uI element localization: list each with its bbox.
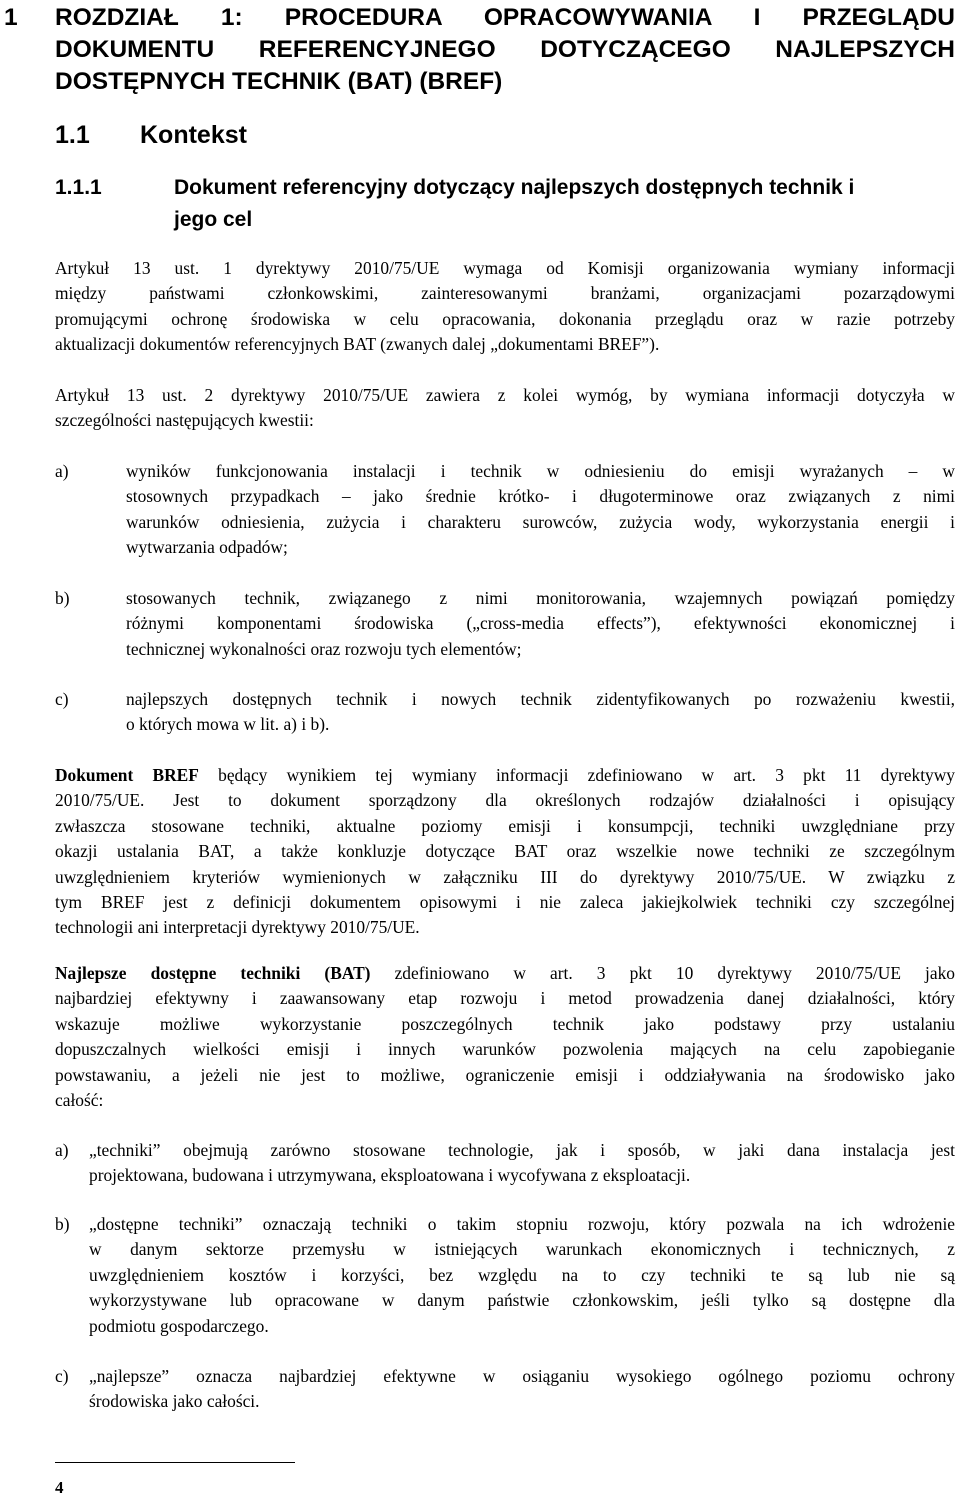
list-marker: a)	[55, 1140, 69, 1160]
text-line: wskazuje możliwe wykorzystanie poszczególnych technik jako podstawy przy ustalaniu	[55, 1013, 955, 1034]
text-line: tym BREF jest z definicji dokumentem opisowymi i nie zaleca jakiejkolwiek techniki czy szczególnej	[55, 891, 955, 912]
list-marker: c)	[55, 689, 69, 709]
subsection-title-line: Dokument referencyjny dotyczący najlepszych dostępnych technik i	[174, 176, 855, 199]
section-title: Kontekst	[140, 121, 247, 149]
text-line: wykorzystywane lub opracowane w danym państwie członkowskim, jeśli tylko są dostępne dla	[89, 1290, 955, 1311]
list-item-text	[126, 586, 955, 662]
footer-divider	[55, 1462, 295, 1463]
list-item-text	[126, 687, 955, 738]
chapter-title-line: ROZDZIAŁ 1: PROCEDURA OPRACOWYWANIA I PRZEGLĄDU	[55, 4, 955, 31]
text-line: środowiska jako całości.	[89, 1391, 260, 1412]
chapter-title-line: DOKUMENTU REFERENCYJNEGO DOTYCZĄCEGO NAJLEPSZYCH	[55, 36, 955, 63]
subsection-title-line: jego cel	[174, 208, 253, 231]
text-line: aktualizacji dokumentów referencyjnych BAT (zwanych dalej „dokumentami BREF”).	[55, 334, 660, 355]
page-number: 4	[55, 1478, 64, 1497]
bold-term: Najlepsze dostępne techniki (BAT)	[55, 963, 371, 983]
chapter-number: 1	[4, 4, 18, 31]
text-line: warunków odniesienia, zużycia i charakteru surowców, zużycia wody, wykorzystania energii i	[126, 511, 955, 532]
text-line: o których mowa w lit. a) i b).	[126, 714, 330, 735]
paragraph-bref-definition	[55, 763, 955, 941]
chapter-title-line: DOSTĘPNYCH TECHNIK (BAT) (BREF)	[55, 68, 503, 95]
text-run: zdefiniowano w art. 3 pkt 10 dyrektywy 2010/75/UE jako	[370, 963, 955, 983]
text-line: „dostępne techniki” oznaczają techniki o takim stopniu rozwoju, który pozwala na ich wdrożenie	[89, 1214, 955, 1234]
text-line: całość:	[55, 1089, 104, 1110]
list-item-text	[89, 1138, 955, 1189]
text-line: różnymi komponentami środowiska („cross-media effects”), efektywności ekonomicznej i	[126, 613, 955, 634]
text-line: powstawaniu, a jeżeli nie jest to możliwe, ograniczenie emisji i oddziaływania na środowisko jako	[55, 1064, 955, 1085]
text-line: Artykuł 13 ust. 1 dyrektywy 2010/75/UE wymaga od Komisji organizowania wymiany informacji	[55, 258, 955, 278]
text-line	[55, 961, 955, 986]
text-line: stosowanych technik, związanego z nimi monitorowania, wzajemnych powiązań pomiędzy	[126, 588, 955, 608]
text-line: okazji ustalania BAT, a także konkluzje dotyczące BAT oraz wszelkie nowe techniki ze szczególnym	[55, 841, 955, 862]
list-item-text	[126, 459, 955, 561]
text-line: Artykuł 13 ust. 2 dyrektywy 2010/75/UE zawiera z kolei wymóg, by wymiana informacji dotyczyła w	[55, 385, 955, 405]
text-line: wytwarzania odpadów;	[126, 537, 288, 558]
list-marker: a)	[55, 461, 69, 481]
text-line: technologii ani interpretacji dyrektywy 2010/75/UE.	[55, 917, 420, 938]
text-line: szczególności następujących kwestii:	[55, 410, 314, 431]
text-line: najbardziej efektywny i zaawansowany etap rozwoju i metod prowadzenia danej działalności, który	[55, 988, 955, 1009]
paragraph-article-13-2	[55, 383, 955, 434]
text-run: będący wynikiem tej wymiany informacji zdefiniowano w art. 3 pkt 11 dyrektywy	[198, 765, 955, 785]
text-line: technicznej wykonalności oraz rozwoju tych elementów;	[126, 638, 522, 659]
list-marker: b)	[55, 1214, 70, 1234]
text-line	[55, 763, 955, 788]
text-line: dopuszczalnych wielkości emisji i innych warunków pozwolenia mających na celu zapobieganie	[55, 1039, 955, 1060]
bold-term: Dokument BREF	[55, 765, 199, 785]
paragraph-bat-definition	[55, 961, 955, 1113]
text-line: projektowana, budowana i utrzymywana, eksploatowana i wycofywana z eksploatacji.	[89, 1165, 691, 1186]
chapter-title	[55, 2, 955, 98]
list-marker: c)	[55, 1366, 69, 1386]
text-line: zwłaszcza stosowane techniki, aktualne poziomy emisji i konsumpcji, techniki uwzględniane przy	[55, 815, 955, 836]
text-line: podmiotu gospodarczego.	[89, 1315, 269, 1336]
section-heading	[55, 118, 247, 152]
subsection-number: 1.1.1	[55, 176, 102, 199]
text-line: najlepszych dostępnych technik i nowych technik zidentyfikowanych po rozważeniu kwestii,	[126, 689, 955, 709]
subsection-title	[174, 172, 954, 236]
list-item-text	[89, 1212, 955, 1339]
text-line: w danym sektorze przemysłu w istniejących warunkach ekonomicznych i technicznych, z	[89, 1239, 955, 1260]
section-number: 1.1	[55, 121, 90, 149]
text-line: „najlepsze” oznacza najbardziej efektywne w osiąganiu wysokiego ogólnego poziomu ochrony	[89, 1366, 955, 1386]
text-line: stosownych przypadkach – jako średnie krótko- i długoterminowe oraz związanych z nimi	[126, 486, 955, 507]
list-marker: b)	[55, 588, 70, 608]
paragraph-article-13-1	[55, 256, 955, 358]
text-line: 2010/75/UE. Jest to dokument sporządzony dla określonych rodzajów działalności i opisujący	[55, 790, 955, 811]
list-item-text	[89, 1364, 955, 1415]
text-line: uwzględnieniem kosztów i korzyści, bez względu na to czy techniki te są lub nie są	[89, 1264, 955, 1285]
text-line: między państwami członkowskimi, zainteresowanymi branżami, organizacjami pozarządowymi	[55, 283, 955, 304]
text-line: uwzględnieniem kryteriów wymienionych w załączniku III do dyrektywy 2010/75/UE. W związku z	[55, 866, 955, 887]
text-line: wyników funkcjonowania instalacji i technik w odniesieniu do emisji wyrażanych – w	[126, 461, 955, 481]
text-line: „techniki” obejmują zarówno stosowane technologie, jak i sposób, w jaki dana instalacja jest	[89, 1140, 955, 1160]
text-line: promującymi ochronę środowiska w celu opracowania, dokonania przeglądu oraz w razie potrzeby	[55, 308, 955, 329]
